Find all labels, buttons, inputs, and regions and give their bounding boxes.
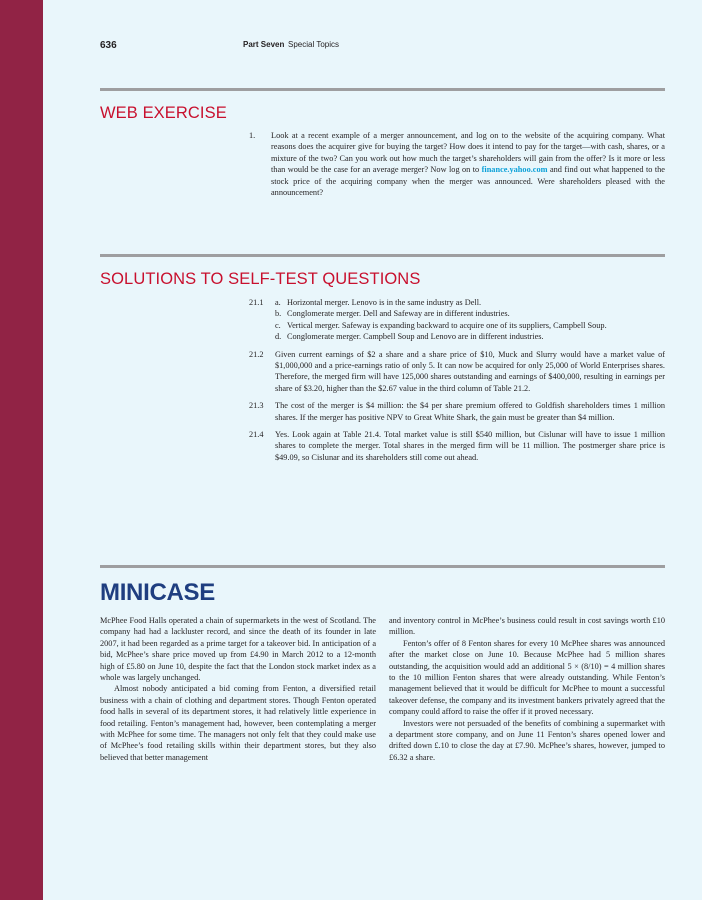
item-text-part: Look at a recent example of a merger announcement, and log on to the website of the acquiring company. What reasons does the acquirer give for buying the target? How does it intend to pay for the target—with cash, shares, or a mixture of the two? Can you work out how much the target’s shareholders will gain from the offer? Is it more or less than would be the case for an average merger? Now log on to (271, 131, 665, 175)
solution-text: The cost of the merger is $4 million: the $4 per share premium offered to Goldfish shareholders times 1 million shares. If the merger has positive NPV to Great White Shark, the gain must be greater than $4 million. (275, 401, 665, 422)
solution-21-3 (249, 400, 665, 423)
minicase-right-column (389, 615, 665, 763)
paragraph: Investors were not persuaded of the benefits of combining a supermarket with a department store company, and on June 11 Fenton’s shares opened lower and drifted down £.10 to close the day at £7.90. McPhee’s shares, however, jumped to £6.32 a share. (389, 718, 665, 762)
part-letter: c. (275, 320, 281, 330)
web-exercise-list (249, 130, 665, 198)
solutions-heading: SOLUTIONS TO SELF-TEST QUESTIONS (100, 270, 421, 288)
web-exercise-heading: WEB EXERCISE (100, 104, 227, 122)
paragraph: Almost nobody anticipated a bid coming from Fenton, a diversified retail business with a chain of clothing and department stores. Though Fenton operated food halls in several of its department stores, it had relatively little experience in food retailing. Fenton’s management had, however, been contemplating a merger with McPhee for some time. The managers not only felt that they could make use of McPhee’s food retailing skills within their department stores, but they also believed that better management (100, 684, 376, 762)
section-divider (100, 88, 665, 91)
part-text: Conglomerate merger. Campbell Soup and Lenovo are in different industries. (287, 332, 544, 342)
part-text: Conglomerate merger. Dell and Safeway are in different industries. (287, 309, 510, 319)
part-title: Special Topics (288, 40, 339, 49)
solution-number: 21.2 (249, 349, 264, 359)
solution-number: 21.1 (249, 298, 264, 307)
solutions-list (249, 297, 665, 469)
part-label: Part Seven (243, 40, 285, 49)
paragraph: Fenton’s offer of 8 Fenton shares for every 10 McPhee shares was announced after the market close on June 10. Because McPhee had 5 million shares outstanding, the acquisition would add an additional 5 × (8/10) = 4 million shares to the 10 million Fenton shares that were already outstanding. While Fenton’s management believed that it would be difficult for McPhee to mount a successful takeover defense, the company and its investment bankers privately agreed that the company could afford to raise the offer if it proved necessary. (389, 638, 665, 717)
solution-part (275, 297, 665, 308)
paragraph: and inventory control in McPhee’s business could result in cost savings worth £10 million. (389, 616, 665, 637)
minicase-left-column (100, 615, 376, 763)
list-item (249, 130, 665, 198)
solution-21-1 (249, 297, 665, 343)
part-text: Horizontal merger. Lenovo is in the same industry as Dell. (287, 298, 482, 307)
solution-number: 21.3 (249, 401, 264, 411)
solution-text: Yes. Look again at Table 21.4. Total market value is still $540 million, but Cislunar will have to issue 1 million shares to complete the merger. Total shares in the merged firm will be 11 million. The postmerger share price is $49.09, so Cislunar and its shareholders still come out ahead. (275, 430, 665, 462)
finance-yahoo-link[interactable]: finance.yahoo.com (481, 165, 548, 175)
part-letter: b. (275, 309, 282, 319)
page (43, 0, 702, 900)
part-letter: d. (275, 332, 282, 342)
solution-number: 21.4 (249, 430, 264, 440)
solution-part (275, 320, 665, 331)
item-text (271, 130, 665, 198)
item-text-part: and find out what happened to the stock price of the acquiring company when the merger was announced. Were shareholders pleased with the announcement? (271, 165, 665, 198)
solution-part (275, 331, 665, 342)
solution-21-4 (249, 429, 665, 463)
item-number: 1. (249, 131, 256, 140)
solution-part (275, 308, 665, 319)
page-edge-band (0, 0, 43, 900)
section-divider (100, 254, 665, 257)
minicase-heading: MINICASE (100, 579, 215, 606)
solution-21-2 (249, 349, 665, 395)
part-letter: a. (275, 298, 281, 307)
solution-text: Given current earnings of $2 a share and a share price of $10, Muck and Slurry would have a market value of $1,000,000 and a price-earnings ratio of only 5. It can now be acquired for only 25,000 of World Enterprises shares. Therefore, the merged firm will have 125,000 shares outstanding and earnings of $400,000, resulting in earnings per share of $3.20, higher than the $2.67 value in the third column of Table 21.2. (275, 349, 665, 393)
part-text: Vertical merger. Safeway is expanding backward to acquire one of its suppliers, Campbell Soup. (287, 320, 607, 330)
section-divider (100, 565, 665, 568)
page-number: 636 (100, 40, 117, 51)
paragraph: McPhee Food Halls operated a chain of supermarkets in the west of Scotland. The company had had a lackluster record, and since the death of its founder in late 2007, it had been regarded as a prime target for a takeover bid. In anticipation of a bid, McPhee’s share price moved up from £4.90 in March 2012 to a 12-month high of £5.80 on June 10, despite the fact that the London stock market index as a whole was largely unchanged. (100, 616, 376, 683)
